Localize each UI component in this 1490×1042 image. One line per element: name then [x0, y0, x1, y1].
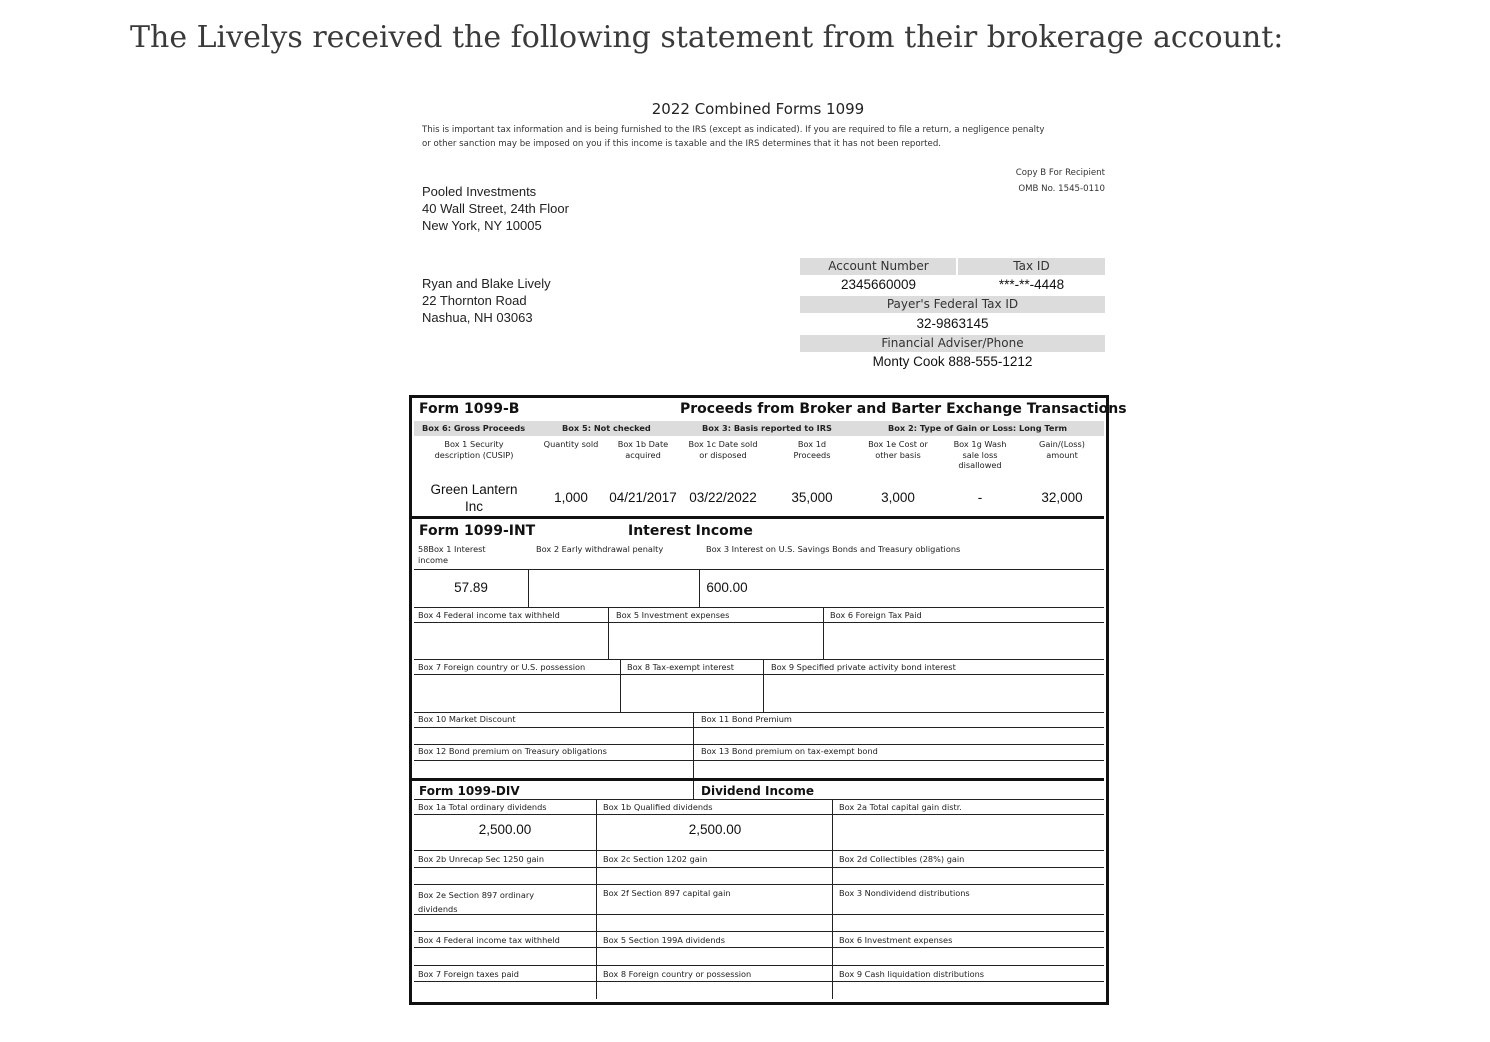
recipient-street: 22 Thornton Road — [422, 293, 527, 308]
row-gain-loss: 32,000 — [1041, 490, 1083, 505]
recipient-address — [422, 275, 551, 326]
div-box2c-label: Box 2c Section 1202 gain — [603, 854, 708, 864]
div-box3-label: Box 3 Nondividend distributions — [839, 888, 970, 898]
recipient-city: Nashua, NH 03063 — [422, 310, 533, 325]
int-rule-3 — [414, 622, 1104, 623]
div-rule-10 — [414, 981, 1104, 982]
int-rule-9 — [414, 760, 1104, 761]
int-vrule-5 — [620, 659, 621, 712]
div-box5-label: Box 5 Section 199A dividends — [603, 935, 725, 945]
div-box6-label: Box 6 Investment expenses — [839, 935, 953, 945]
div-box8-label: Box 8 Foreign country or possession — [603, 969, 752, 979]
int-box1-label: 58Box 1 Interest income — [418, 544, 486, 565]
int-rule-1 — [414, 569, 1104, 570]
int-vrule-3 — [608, 607, 609, 659]
div-box1b-label: Box 1b Qualified dividends — [603, 802, 713, 812]
div-rule-5 — [414, 884, 1104, 885]
row-date-acquired: 04/21/2017 — [609, 490, 677, 505]
int-box6-label: Box 6 Foreign Tax Paid — [830, 610, 922, 620]
form-1099div-title: Form 1099-DIV — [419, 784, 520, 798]
int-rule-5 — [414, 674, 1104, 675]
omb-number: OMB No. 1545-0110 — [1018, 184, 1105, 194]
int-box5-label: Box 5 Investment expenses — [616, 610, 730, 620]
col-box1-security: Box 1 Security description (CUSIP) — [434, 439, 514, 460]
adviser-label: Financial Adviser/Phone — [800, 335, 1105, 352]
div-rule-6 — [414, 914, 1104, 915]
div-rule-9 — [414, 965, 1104, 966]
div-box1a-label: Box 1a Total ordinary dividends — [418, 802, 547, 812]
payer-tax-id-label: Payer's Federal Tax ID — [800, 296, 1105, 313]
box6-gross-proceeds: Box 6: Gross Proceeds — [422, 423, 526, 433]
tax-id-label: Tax ID — [1013, 259, 1050, 273]
payer-name: Pooled Investments — [422, 184, 537, 199]
int-box7-label: Box 7 Foreign country or U.S. possession — [418, 662, 586, 672]
box2-type-gain-loss: Box 2: Type of Gain or Loss: Long Term — [888, 423, 1068, 433]
int-vrule-7 — [693, 712, 694, 778]
intro-text: The Livelys received the following statement from their brokerage account: — [130, 20, 1284, 55]
div-rule-4 — [414, 867, 1104, 868]
int-box10-label: Box 10 Market Discount — [418, 714, 516, 724]
int-vrule-6 — [763, 659, 764, 712]
row-date-sold: 03/22/2022 — [689, 490, 757, 505]
div-rule-2 — [414, 814, 1104, 815]
payer-address — [422, 183, 569, 234]
adviser-value: Monty Cook 888-555-1212 — [872, 354, 1033, 369]
div-box2e-label: Box 2e Section 897 ordinary dividends — [418, 890, 535, 914]
int-box9-label: Box 9 Specified private activity bond interest — [771, 662, 956, 672]
form-1099int-heading: Interest Income — [628, 523, 753, 539]
row-quantity-sold: 1,000 — [554, 490, 588, 505]
div-box2a-label: Box 2a Total capital gain distr. — [839, 802, 962, 812]
int-box3-value: 600.00 — [706, 580, 748, 595]
box3-basis-reported: Box 3: Basis reported to IRS — [702, 423, 832, 433]
payer-street: 40 Wall Street, 24th Floor — [422, 201, 569, 216]
div-rule-3 — [414, 850, 1104, 851]
form-title: 2022 Combined Forms 1099 — [651, 100, 865, 118]
form-1099div-heading: Dividend Income — [701, 784, 815, 798]
div-box7-label: Box 7 Foreign taxes paid — [418, 969, 519, 979]
div-box1b-value: 2,500.00 — [688, 822, 742, 837]
notice-line-1: This is important tax information and is being furnished to the IRS (except as indicated). If you are required to file a return, a negligence penalty — [422, 125, 1045, 135]
div-box4-label: Box 4 Federal income tax withheld — [418, 935, 560, 945]
section-divider-int-div — [412, 778, 1104, 781]
div-rule-8 — [414, 947, 1104, 948]
notice-line-2: or other sanction may be imposed on you if this income is taxable and the IRS determines that it has not been reported. — [422, 139, 942, 149]
int-box12-label: Box 12 Bond premium on Treasury obligations — [418, 746, 607, 756]
payer-city: New York, NY 10005 — [422, 218, 542, 233]
box5-not-checked: Box 5: Not checked — [562, 423, 651, 433]
payer-tax-id-value: 32-9863145 — [916, 316, 989, 331]
int-box4-label: Box 4 Federal income tax withheld — [418, 610, 560, 620]
int-rule-7 — [414, 727, 1104, 728]
form-1099b-title: Form 1099-B — [419, 401, 520, 417]
form-1099b-heading: Proceeds from Broker and Barter Exchange Transactions — [680, 401, 1127, 417]
col-box1b-date-acquired: Box 1b Date acquired — [617, 439, 669, 460]
col-gain-loss: Gain/(Loss) amount — [1039, 439, 1085, 460]
tax-id-value: ***-**-4448 — [998, 277, 1065, 292]
div-box2f-label: Box 2f Section 897 capital gain — [603, 888, 731, 898]
int-box8-label: Box 8 Tax-exempt interest — [627, 662, 735, 672]
int-vrule-4 — [823, 607, 824, 659]
int-rule-2 — [414, 607, 1104, 608]
int-box3-label: Box 3 Interest on U.S. Savings Bonds and Treasury obligations — [706, 544, 961, 554]
col-quantity-sold: Quantity sold — [543, 439, 599, 449]
form-1099int-title: Form 1099-INT — [419, 523, 536, 539]
section-divider-b-int — [412, 516, 1104, 519]
row-cost-basis: 3,000 — [881, 490, 915, 505]
int-vrule-1 — [528, 569, 529, 607]
col-box1e-cost-basis: Box 1e Cost or other basis — [868, 439, 928, 460]
account-number-label: Account Number — [828, 259, 929, 273]
int-rule-4 — [414, 659, 1104, 660]
div-rule-1 — [414, 799, 1104, 800]
int-box1-value: 57.89 — [454, 580, 488, 595]
int-box11-label: Box 11 Bond Premium — [701, 714, 792, 724]
col-box1g-wash-sale: Box 1g Wash sale loss disallowed — [953, 439, 1007, 470]
recipient-name: Ryan and Blake Lively — [422, 276, 551, 291]
int-box2-label: Box 2 Early withdrawal penalty — [536, 544, 664, 554]
int-rule-6 — [414, 712, 1104, 713]
div-box2b-label: Box 2b Unrecap Sec 1250 gain — [418, 854, 545, 864]
row-proceeds: 35,000 — [791, 490, 833, 505]
div-box2d-label: Box 2d Collectibles (28%) gain — [839, 854, 965, 864]
div-vrule-header — [693, 781, 694, 800]
row-wash-sale: - — [977, 490, 983, 505]
col-box1d-proceeds: Box 1d Proceeds — [793, 439, 831, 460]
copy-b-label: Copy B For Recipient — [1015, 168, 1105, 178]
account-number-value: 2345660009 — [840, 277, 917, 292]
int-rule-8 — [414, 744, 1104, 745]
div-box9-label: Box 9 Cash liquidation distributions — [839, 969, 985, 979]
row-security-description: Green Lantern Inc — [430, 482, 518, 514]
div-box1a-value: 2,500.00 — [478, 822, 532, 837]
int-box13-label: Box 13 Bond premium on tax-exempt bond — [701, 746, 878, 756]
div-rule-7 — [414, 931, 1104, 932]
col-box1c-date-sold: Box 1c Date sold or disposed — [688, 439, 758, 460]
